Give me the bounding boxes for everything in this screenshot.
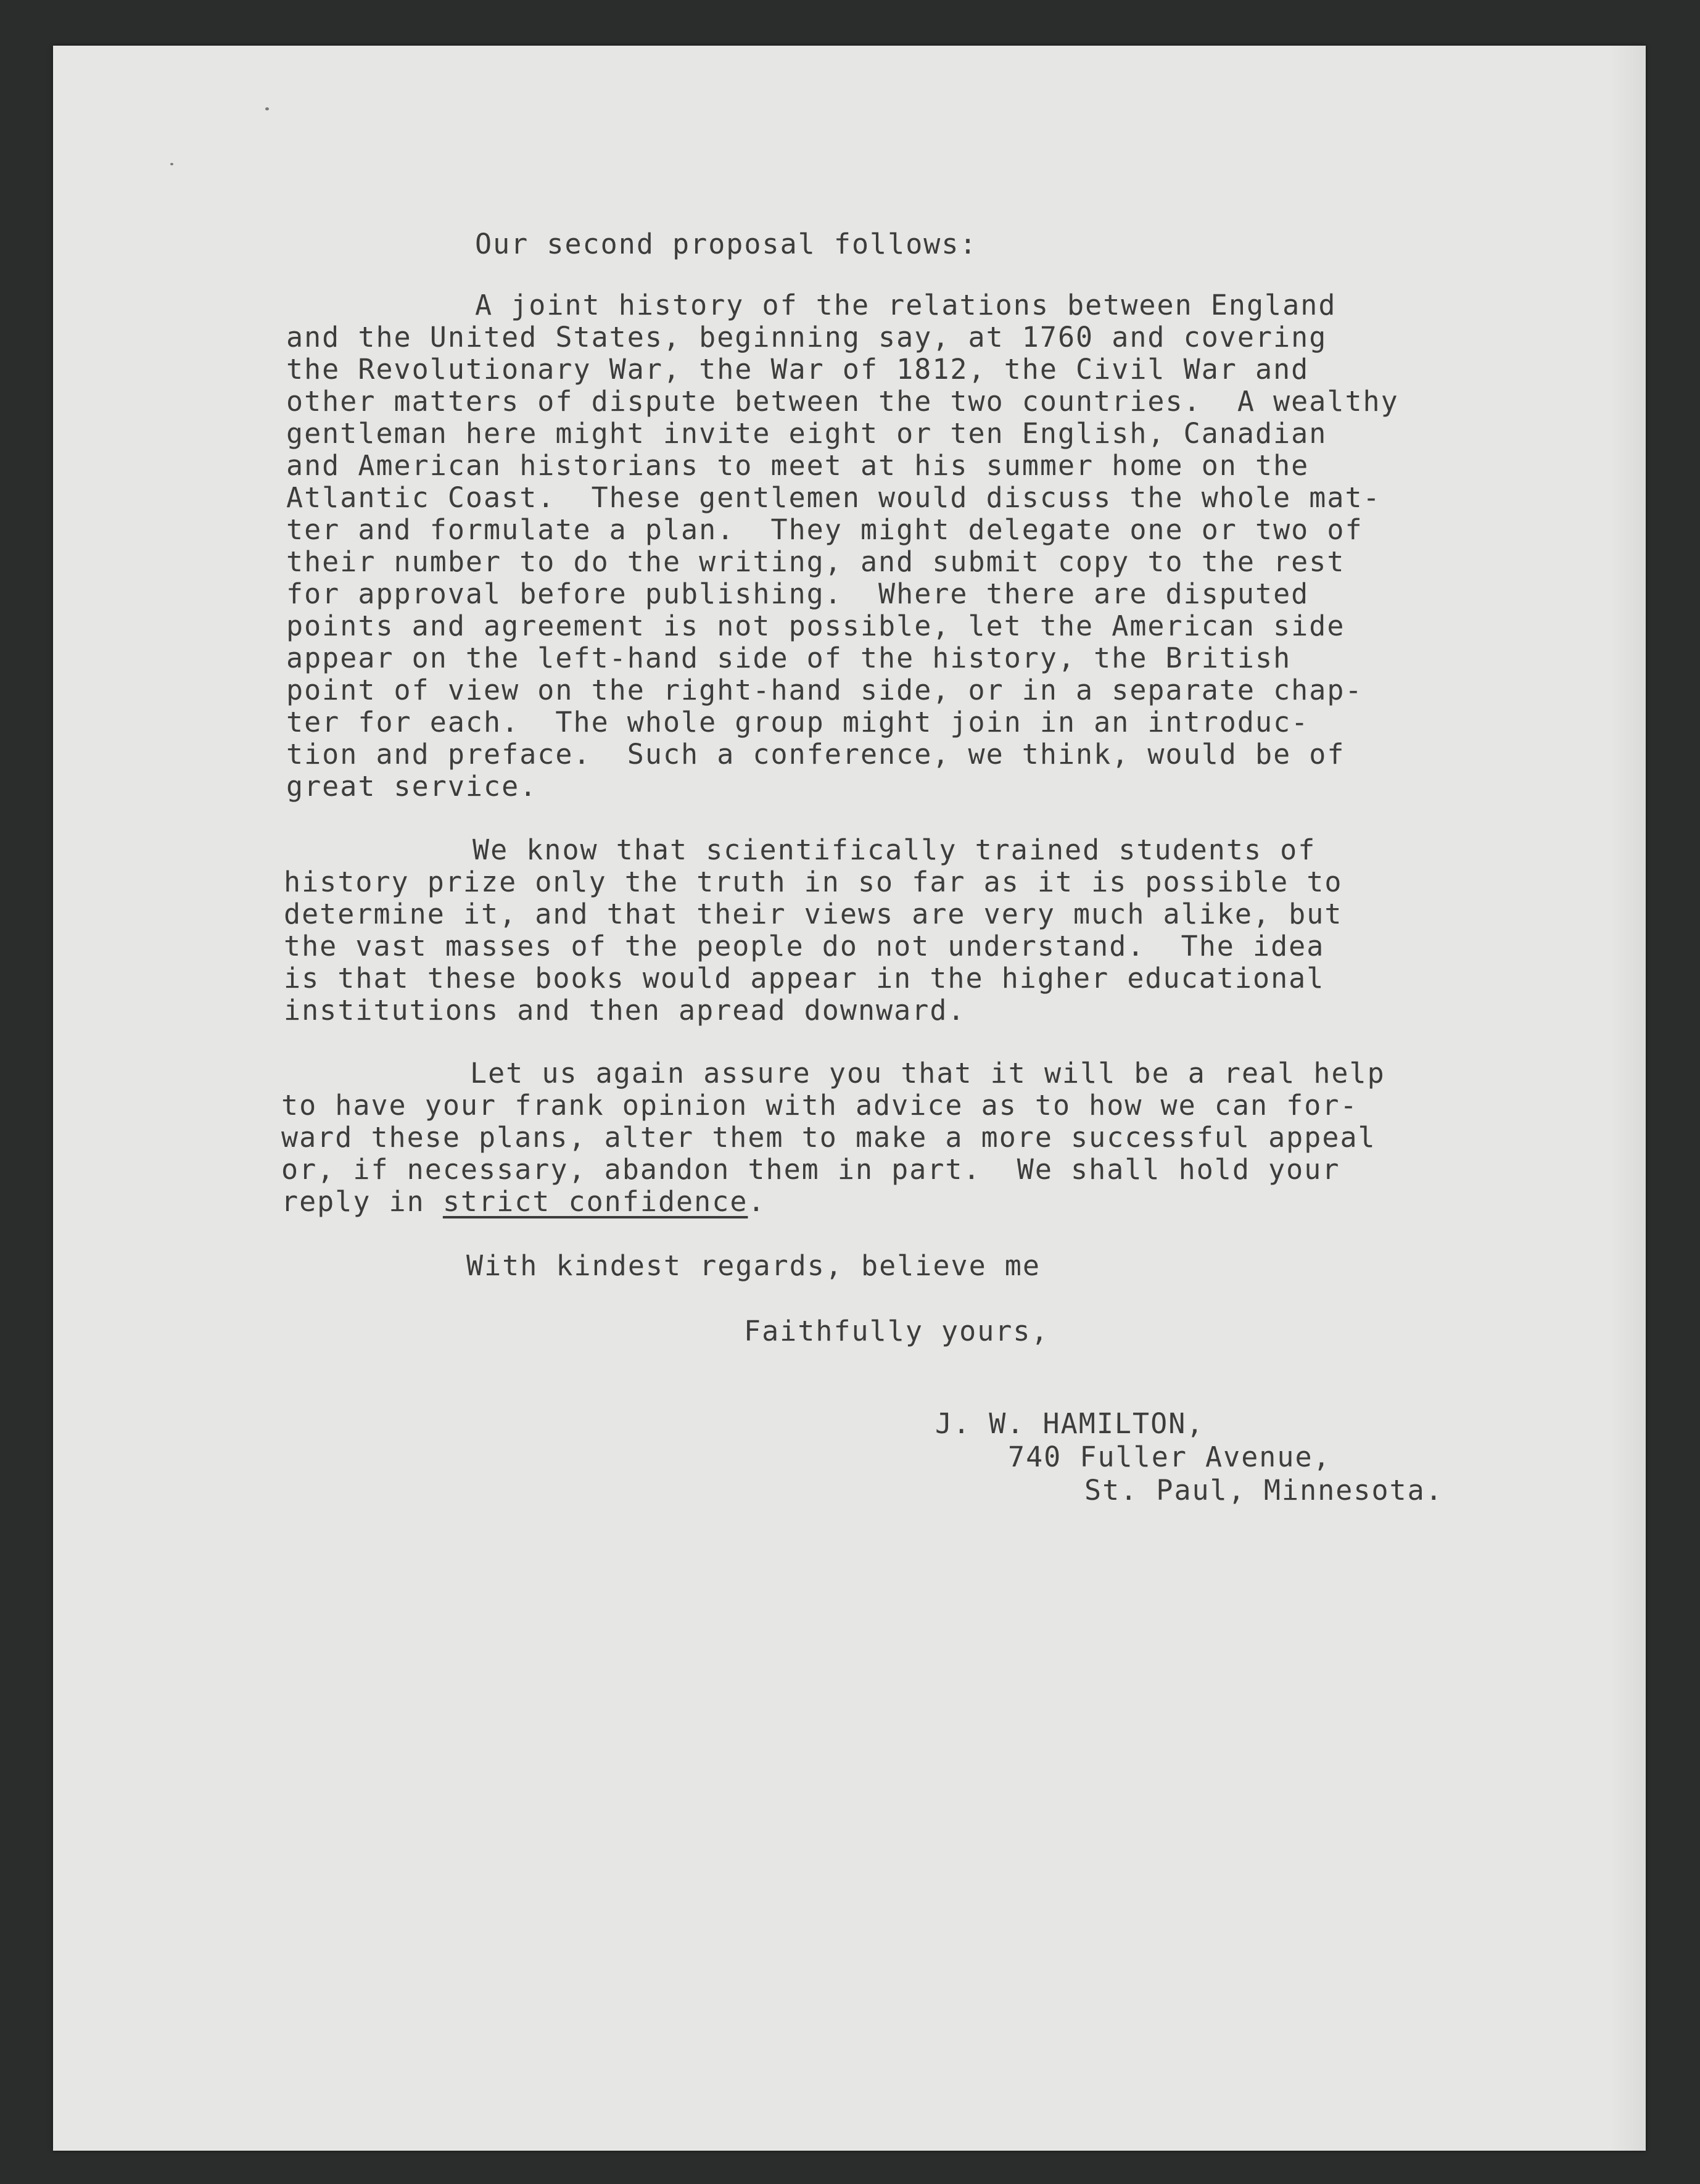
paragraph-1-line: and the United States, beginning say, at 1760 and covering [286,321,1327,354]
paper-speck [265,107,269,110]
paragraph-1-line: their number to do the writing, and submit copy to the rest [286,545,1345,578]
signature-name: J. W. HAMILTON, [935,1407,1205,1440]
paper-speck [170,163,173,165]
paragraph-1-line: ter and formulate a plan. They might delegate one or two of [286,513,1363,546]
paragraph-1-line: point of view on the right-hand side, or in a separate chap- [286,674,1363,706]
paragraph-1-line: points and agreement is not possible, let the American side [286,610,1345,642]
paragraph-3-line: ward these plans, alter them to make a more successful appeal [281,1121,1376,1154]
paragraph-1-line: the Revolutionary War, the War of 1812, the Civil War and [286,353,1310,386]
signature-street: 740 Fuller Avenue, [1008,1441,1331,1473]
paragraph-3-line: Let us again assure you that it will be a real help [470,1057,1385,1090]
paragraph-3-last-line [281,1186,766,1218]
paragraph-1-line: for approval before publishing. Where there are disputed [286,577,1310,610]
paragraph-2-line: institutions and then apread downward. [284,994,966,1027]
paragraph-2-line: history prize only the truth in so far as it is possible to [284,866,1343,898]
confidence-prefix: reply in [281,1185,443,1218]
paragraph-1-line: ter for each. The whole group might join in an introduc- [286,706,1310,738]
paragraph-2-line: We know that scientifically trained students of [472,833,1316,866]
paragraph-1-line: Atlantic Coast. These gentlemen would discuss the whole mat- [286,481,1381,514]
paragraph-2-line: is that these books would appear in the higher educational [284,962,1325,995]
letter-page [53,46,1646,2151]
paragraph-3-line: or, if necessary, abandon them in part. We shall hold your [281,1153,1340,1186]
paragraph-1-line: other matters of dispute between the two countries. A wealthy [286,385,1399,418]
paper-edge-shade [1609,46,1646,2151]
closing-line: With kindest regards, believe me [466,1249,1041,1282]
paragraph-1-line: great service. [286,770,538,803]
paragraph-3-line: to have your frank opinion with advice as to how we can for- [281,1089,1358,1122]
paragraph-2-line: determine it, and that their views are very much alike, but [284,898,1343,930]
valediction: Faithfully yours, [744,1315,1049,1347]
paragraph-1-line: tion and preface. Such a conference, we think, would be of [286,738,1345,771]
paragraph-2-line: the vast masses of the people do not understand. The idea [284,930,1325,962]
paragraph-1-line: and American historians to meet at his summer home on the [286,449,1310,482]
strict-confidence-underlined: strict confidence [442,1185,748,1218]
confidence-suffix: . [748,1185,766,1218]
proposal-heading: Our second proposal follows: [475,228,978,260]
paragraph-1-line: appear on the left-hand side of the history, the British [286,642,1292,674]
signature-city: St. Paul, Minnesota. [1084,1474,1443,1507]
paragraph-1-line: A joint history of the relations between England [475,289,1337,321]
paragraph-1-line: gentleman here might invite eight or ten English, Canadian [286,417,1327,450]
